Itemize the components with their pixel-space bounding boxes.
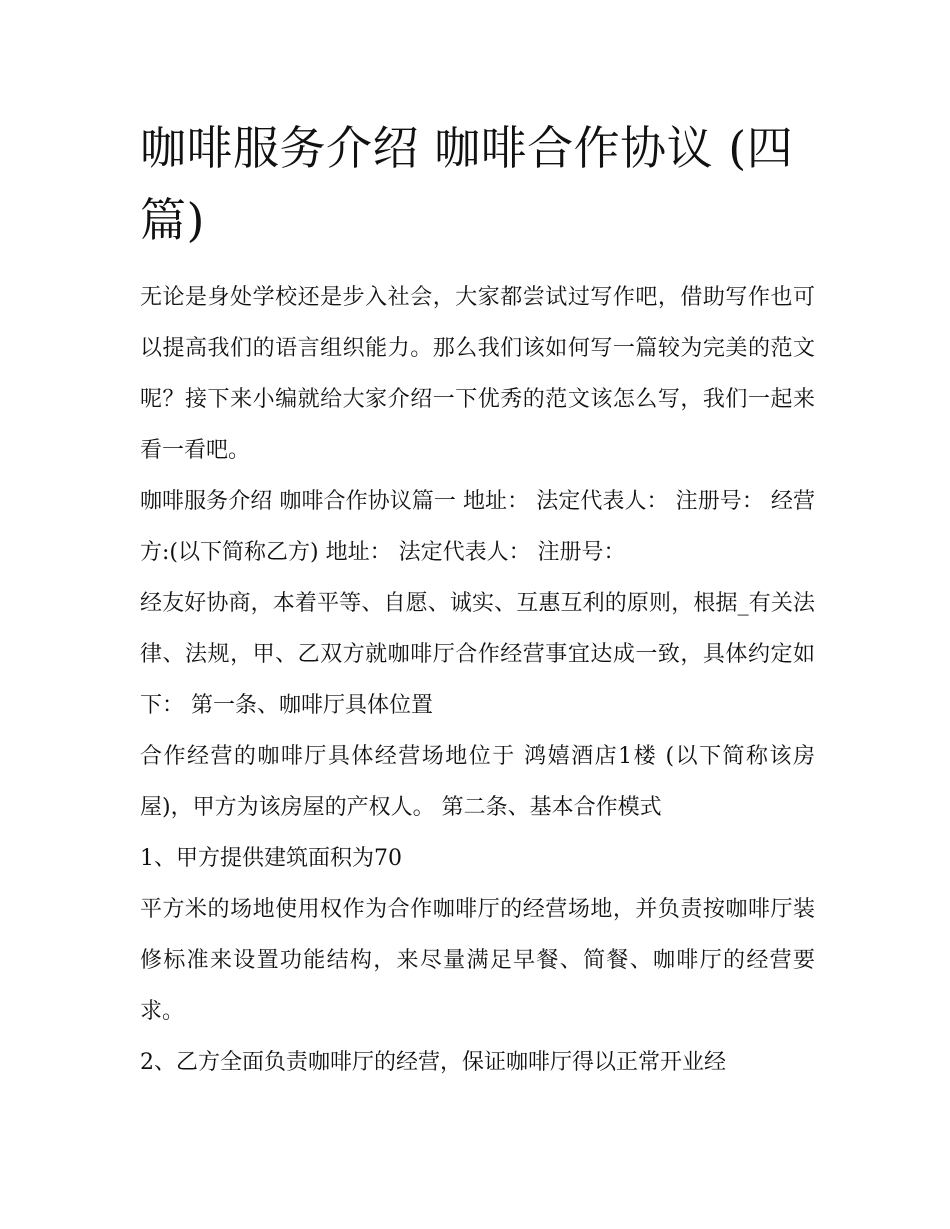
- paragraph-parties: 咖啡服务介绍 咖啡合作协议篇一 地址： 法定代表人： 注册号： 经营方:(以下简称乙方) 地址： 法定代表人： 注册号：: [140, 489, 815, 565]
- document-title: 咖啡服务介绍 咖啡合作协议 (四篇): [140, 121, 794, 247]
- paragraph-location: 合作经营的咖啡厅具体经营场地位于 鸿嬉酒店1楼 (以下简称该房屋)，甲方为该房屋的产权人。 第二条、基本合作模式: [140, 744, 815, 820]
- paragraph-clause-2: 2、乙方全面负责咖啡厅的经营，保证咖啡厅得以正常开业经: [140, 1050, 726, 1075]
- document-body: [140, 272, 815, 1088]
- document-content: [140, 112, 815, 1088]
- paragraph-clause-1: 1、甲方提供建筑面积为70: [140, 846, 402, 871]
- paragraph-intro: 无论是身处学校还是步入社会，大家都尝试过写作吧，借助写作也可以提高我们的语言组织能力。那么我们该如何写一篇较为完美的范文呢？接下来小编就给大家介绍一下优秀的范文该怎么写，我们一起来看一看吧。: [140, 285, 815, 463]
- paragraph-agreement: 经友好协商，本着平等、自愿、诚实、互惠互利的原则，根据_有关法律、法规，甲、乙双方就咖啡厅合作经营事宜达成一致，具体约定如下： 第一条、咖啡厅具体位置: [140, 591, 815, 718]
- paragraph-clause-1-detail: 平方米的场地使用权作为合作咖啡厅的经营场地，并负责按咖啡厅装修标准来设置功能结构，来尽量满足早餐、简餐、咖啡厅的经营要求。: [140, 897, 815, 1024]
